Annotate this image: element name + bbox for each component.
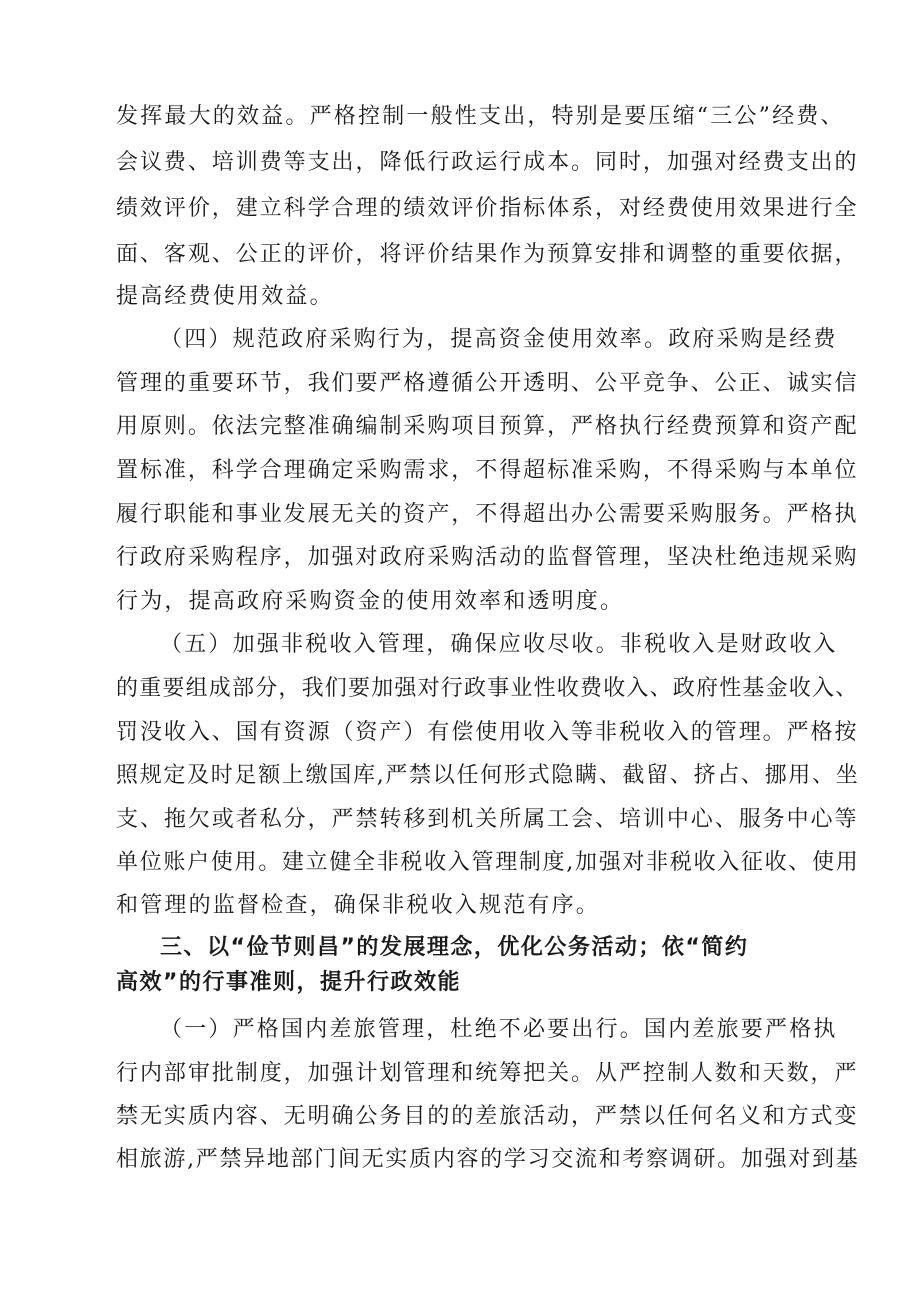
paragraph-2-line: 用原则。依法完整准确编制采购项目预算，严格执行经费预算和资产配 xyxy=(116,414,859,439)
paragraph-1-line: 绩效评价，建立科学合理的绩效评价指标体系，对经费使用效果进行全 xyxy=(116,196,859,221)
paragraph-2-line: 置标准，科学合理确定采购需求，不得超标准采购，不得采购与本单位 xyxy=(116,458,859,483)
paragraph-3-line: （五）加强非税收入管理，确保应收尽收。非税收入是财政收入 xyxy=(160,632,838,657)
paragraph-1-line: 提高经费使用效益。 xyxy=(116,284,334,309)
paragraph-2-line: 管理的重要环节，我们要严格遵循公开透明、公平竞争、公正、诚实信 xyxy=(116,371,859,396)
paragraph-1-line: 发挥最大的效益。严格控制一般性支出，特别是要压缩“三公”经费、 xyxy=(116,104,845,129)
paragraph-4-line: 行内部审批制度，加强计划管理和统筹把关。从严控制人数和天数，严 xyxy=(116,1061,859,1086)
paragraph-2-line: 行政府采购程序，加强对政府采购活动的监督管理，坚决杜绝违规采购 xyxy=(116,545,859,570)
section-heading-line: 高效”的行事准则，提升行政效能 xyxy=(116,970,461,995)
section-heading-line: 三、以“俭节则昌”的发展理念，优化公务活动；依“简约 xyxy=(160,935,749,960)
paragraph-3-line: 单位账户使用。建立健全非税收入管理制度,加强对非税收入征收、使用 xyxy=(116,850,860,875)
paragraph-4-line: （一）严格国内差旅管理，杜绝不必要出行。国内差旅要严格执 xyxy=(160,1017,838,1042)
paragraph-3-line: 罚没收入、国有资源（资产）有偿使用收入等非税收入的管理。严格按 xyxy=(116,720,859,745)
paragraph-4-line: 相旅游,严禁异地部门间无实质内容的学习交流和考察调研。加强对到基 xyxy=(116,1147,860,1172)
paragraph-3-line: 支、拖欠或者私分，严禁转移到机关所属工会、培训中心、服务中心等 xyxy=(116,807,859,832)
paragraph-2-line: 履行职能和事业发展无关的资产，不得超出办公需要采购服务。严格执 xyxy=(116,502,859,527)
paragraph-2-line: 行为，提高政府采购资金的使用效率和透明度。 xyxy=(116,589,625,614)
paragraph-3-line: 照规定及时足额上缴国库,严禁以任何形式隐瞒、截留、挤占、挪用、坐 xyxy=(116,763,860,788)
paragraph-1-line: 面、客观、公正的评价，将评价结果作为预算安排和调整的重要依据， xyxy=(116,242,859,267)
paragraph-4-line: 禁无实质内容、无明确公务目的的差旅活动，严禁以任何名义和方式变 xyxy=(116,1104,859,1129)
paragraph-2-line: （四）规范政府采购行为，提高资金使用效率。政府采购是经费 xyxy=(160,327,838,352)
paragraph-3-line: 和管理的监督检查，确保非税收入规范有序。 xyxy=(116,893,601,918)
paragraph-1-line: 会议费、培训费等支出，降低行政运行成本。同时，加强对经费支出的 xyxy=(116,150,859,175)
paragraph-3-line: 的重要组成部分，我们要加强对行政事业性收费收入、政府性基金收入、 xyxy=(116,676,859,701)
